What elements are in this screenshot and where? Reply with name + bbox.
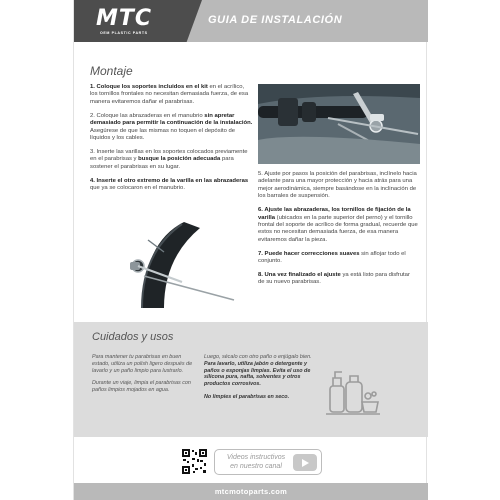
care-section xyxy=(74,322,428,437)
step-4: 4. Inserte el otro extremo de la varilla en las abrazaderas que ya se colocaron en el manubrio. xyxy=(90,177,249,191)
video-channel-link[interactable] xyxy=(214,449,322,475)
play-icon[interactable] xyxy=(293,454,317,471)
handlebar-mount-photo xyxy=(258,84,420,164)
windshield-bracket-photo xyxy=(124,222,238,308)
page-title: GUIA DE INSTALACIÓN xyxy=(208,14,343,26)
care-tip-travel: Durante un viaje, limpia el parabrisas con paños limpios mojados en agua. xyxy=(92,380,191,394)
installation-guide-page xyxy=(73,0,427,500)
care-tip-warning: No limpies el parabrisas en seco. xyxy=(204,393,290,400)
care-tip-washing: Luego, sécalo con otro paño o enjúgalo bien. Para lavarlo, utiliza jabón o detergente y paños o esponjas limpias. Evita el uso de silicona pura, nafta, solventes y otros productos corrosivos. xyxy=(204,354,312,388)
section-title-montaje: Montaje xyxy=(90,64,133,78)
section-title-cuidados: Cuidados y usos xyxy=(92,331,174,343)
step-1: 1. Coloque los soportes incluidos en el kit en el acrílico, los tornillos frontales no necesitan demasiada fuerza, de esa manera evitaremos dañar el parabrisas. xyxy=(90,84,249,105)
step-6: 6. Ajuste las abrazaderas, los tornillos de fijación de la varilla (ubicados en la parte superior del perno) y el tornillo frontal del soporte de acrílico de forma gradual, recuerde que estos no necesitan demasiada fuerza, de esa manera evitaremos dañar la pieza. xyxy=(258,207,418,243)
brand-tagline: OEM PLASTIC PARTS xyxy=(100,31,148,35)
step-3: 3. Inserte las varillas en los soportes colocados previamente en el parabrisas y busque la posición adecuada para sostener el parabrisas en su lugar. xyxy=(90,148,248,170)
step-7: 7. Puede hacer correcciones suaves sin aflojar todo el conjunto. xyxy=(258,250,406,265)
step-5: 5. Ajuste por pasos la posición del parabrisas, inclínelo hacia adelante para una mayor protección y hacia atrás para una mejor aerodinámica, siempre basándose en la inclinación de los barrales de suspensión. xyxy=(258,171,417,200)
website-link[interactable]: mtcmotoparts.com xyxy=(214,487,288,496)
header-bar xyxy=(74,0,428,42)
video-channel-text: Videos instructivos en nuestro canal xyxy=(226,454,286,470)
care-left-column xyxy=(92,354,200,400)
footer-bar xyxy=(74,483,428,500)
qr-code-icon[interactable] xyxy=(182,449,207,474)
cleaning-products-icon xyxy=(324,362,380,418)
care-tip-polish: Para mantener tu parabrisas en buen estado, utiliza un polish ligero después de lavarlo y un paño limpio para lustrarlo. xyxy=(92,354,193,374)
steps-right-column xyxy=(258,171,418,293)
care-right-column xyxy=(204,354,316,407)
brand-logo: MTC xyxy=(96,6,153,31)
step-2: 2. Coloque las abrazaderas en el manubrio sin apretar demasiado para permitir la continuación de la instalación. Asegúrese de que las mismas no toquen el depósito de líquidos y los cables. xyxy=(90,112,253,141)
step-8: 8. Una vez finalizado el ajuste ya está listo para disfrutar de su nuevo parabrisas. xyxy=(258,271,410,286)
steps-left-column xyxy=(90,84,253,199)
